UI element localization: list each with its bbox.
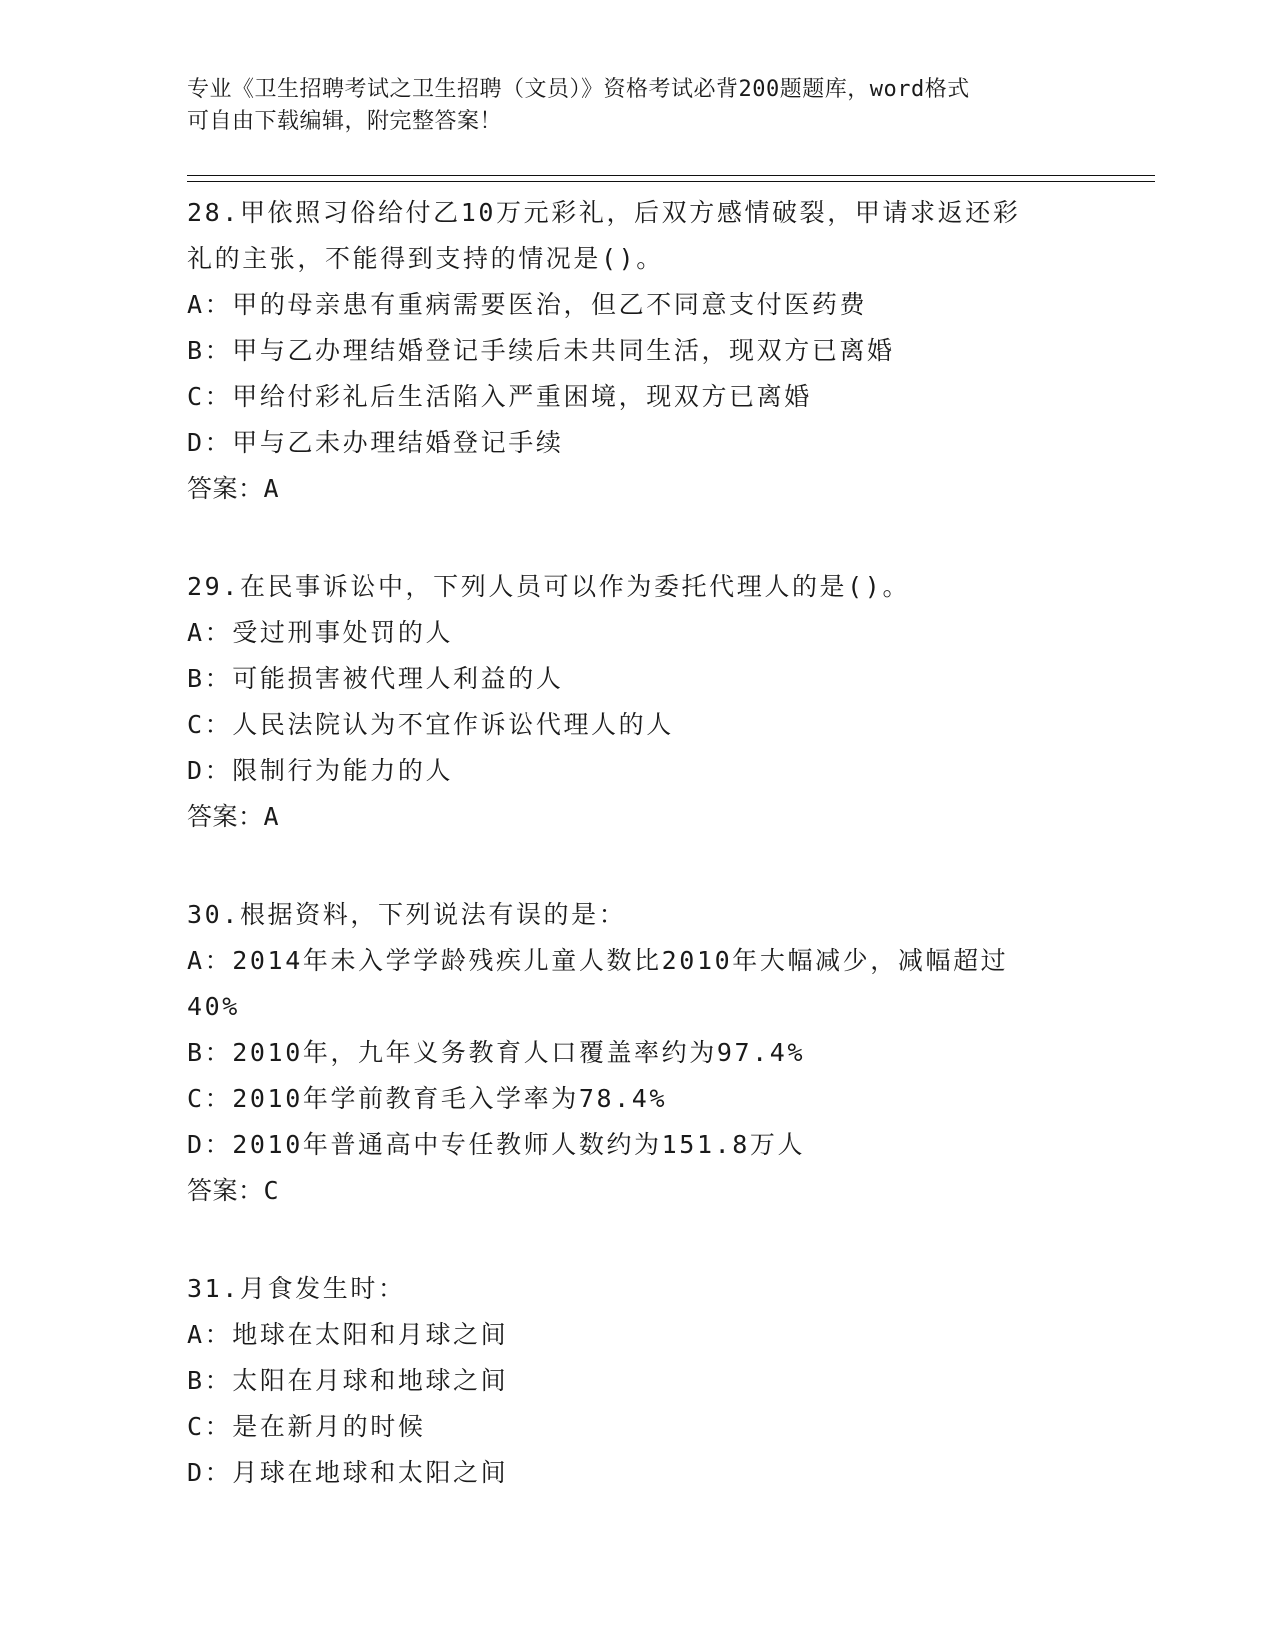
option-c: C：人民法院认为不宜作诉讼代理人的人 <box>187 710 674 739</box>
answer-value: C <box>263 1176 280 1205</box>
answer-label: 答案： <box>187 1176 264 1205</box>
document-header <box>187 74 1067 138</box>
question-stem: 29.在民事诉讼中，下列人员可以作为委托代理人的是()。 <box>187 572 911 601</box>
option-d: D：甲与乙未办理结婚登记手续 <box>187 428 564 457</box>
option-a: A：地球在太阳和月球之间 <box>187 1320 509 1349</box>
question-stem: 28.甲依照习俗给付乙10万元彩礼，后双方感情破裂，甲请求返还彩 <box>187 198 1021 227</box>
option-a: A：2014年未入学学龄残疾儿童人数比2010年大幅减少，减幅超过 <box>187 946 1009 975</box>
answer <box>187 794 1067 840</box>
option-d: D：2010年普通高中专任教师人数约为151.8万人 <box>187 1130 806 1159</box>
answer <box>187 466 1067 512</box>
header-divider-bottom <box>187 181 1155 182</box>
question-30 <box>187 892 1067 1214</box>
option-b: B：甲与乙办理结婚登记手续后未共同生活，现双方已离婚 <box>187 336 895 365</box>
header-divider-top <box>187 175 1155 176</box>
header-line-2: 可自由下载编辑，附完整答案！ <box>187 109 503 134</box>
answer-label: 答案： <box>187 474 264 503</box>
option-b: B：太阳在月球和地球之间 <box>187 1366 509 1395</box>
option-c: C：2010年学前教育毛入学率为78.4% <box>187 1084 668 1113</box>
option-c: C：甲给付彩礼后生活陷入严重困境，现双方已离婚 <box>187 382 812 411</box>
option-b: B：可能损害被代理人利益的人 <box>187 664 564 693</box>
question-28 <box>187 190 1067 512</box>
question-29 <box>187 564 1067 840</box>
option-a: A：甲的母亲患有重病需要医治，但乙不同意支付医药费 <box>187 290 868 319</box>
option-b: B：2010年，九年义务教育人口覆盖率约为97.4% <box>187 1038 806 1067</box>
answer-value: A <box>263 474 280 503</box>
question-stem: 31.月食发生时： <box>187 1274 406 1303</box>
question-stem-continued: 礼的主张，不能得到支持的情况是()。 <box>187 244 664 273</box>
answer-value: A <box>263 802 280 831</box>
question-31 <box>187 1266 1067 1496</box>
header-line-1: 专业《卫生招聘考试之卫生招聘（文员）》资格考试必背200题题库，word格式 <box>187 77 970 102</box>
option-a: A：受过刑事处罚的人 <box>187 618 454 647</box>
question-list <box>187 190 1067 1548</box>
answer <box>187 1168 1067 1214</box>
question-stem: 30.根据资料，下列说法有误的是： <box>187 900 627 929</box>
option-a-continued: 40% <box>187 992 240 1021</box>
answer-label: 答案： <box>187 802 264 831</box>
option-d: D：月球在地球和太阳之间 <box>187 1458 509 1487</box>
option-c: C：是在新月的时候 <box>187 1412 426 1441</box>
option-d: D：限制行为能力的人 <box>187 756 454 785</box>
